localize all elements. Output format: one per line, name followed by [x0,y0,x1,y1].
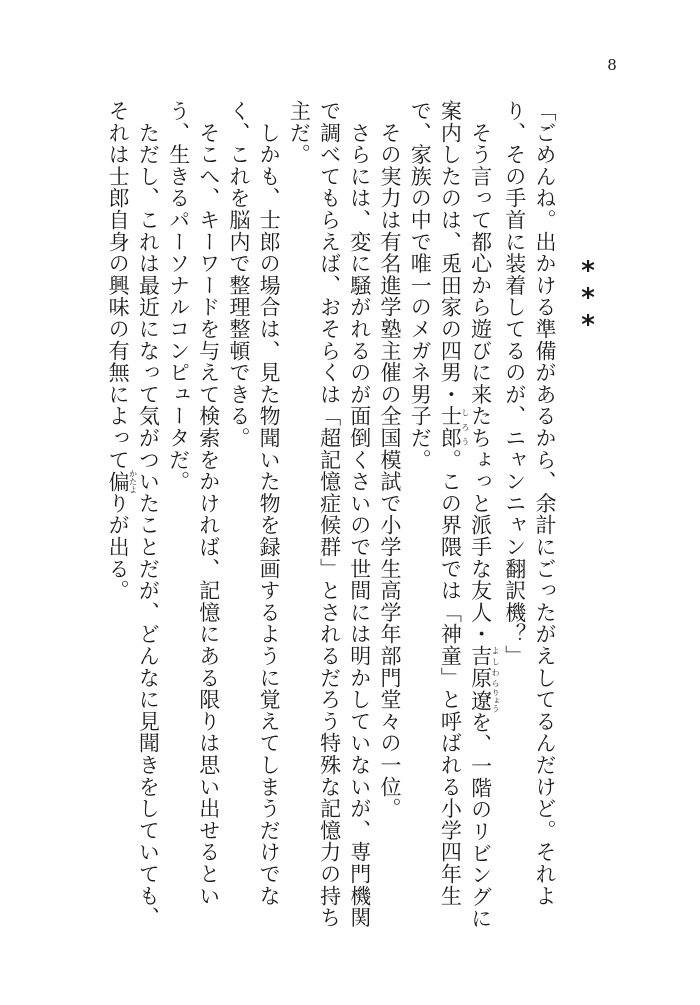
vertical-body-text [103,100,560,950]
paragraph-7: ただし、これは最近になって気がついたことだが、どんなに見聞きをしていても、それは士郎自身の興味の有無によって偏かたよりが出る。 [106,100,161,929]
ruby-katayo: 偏かたよ [106,469,138,494]
paragraph-3: その実力は有名進学塾主催の全国模試で小学生高学年部門堂々の一位。 [377,121,402,820]
paragraph-1: 「ごめんね。出かける準備があるから、余計にごったがえしてるんだけど。それより、その手首に装着してるのが、ニャンニャン翻訳機？」 [502,100,557,907]
paragraph-4: さらには、変に騒がれるのが面倒くさいので世間には明かしていないが、専門機関で調べてもらえば、おそらくは「超記憶症候群」とされるだろう特殊な記憶力の持ち主だ。 [287,100,372,929]
page-number: 8 [607,56,617,74]
page-content [100,100,560,950]
paragraph-5: しかも、士郎の場合は、見た物聞いた物を録画するように覚えてしまうだけでなく、これを脳内で整理整頓できる。 [226,100,282,907]
ruby-ryou: 遼りょう [468,688,501,713]
paragraph-2: そう言って都心から遊びに来たちょっと派手な友人・吉原よしわら遼りょうを、一階のリビングに案内したのは、兎田家の四男・士郎しろう。この界隈では「神童」と呼ばれる小学四年生で、家族の中で唯一のメガネ男子だ。 [408,100,501,930]
paragraph-6: そこへ、キーワードを与えて検索をかければ、記憶にある限りは思い出せるという、生きるパーソナルコンピュータだ。 [166,100,221,907]
ruby-yoshiwara: 吉原よしわら [468,645,501,689]
scene-break: *** [573,256,603,337]
ruby-shirou: 士郎しろう [438,405,470,449]
